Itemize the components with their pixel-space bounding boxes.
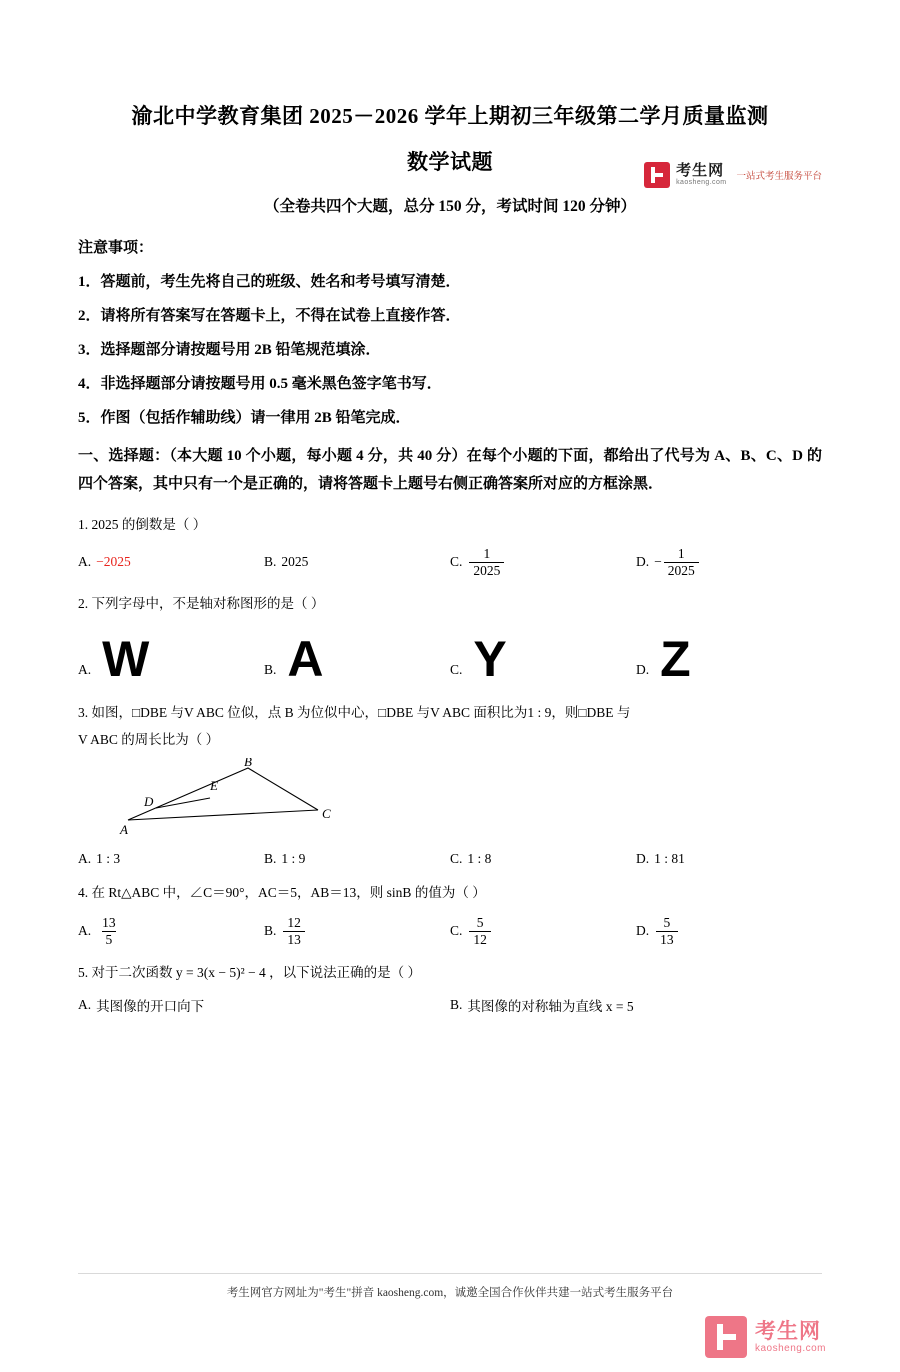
section-heading-choice: 一、选择题：（本大题 10 个小题，每小题 4 分，共 40 分）在每个小题的下面，都给出了代号为 A、B、C、D 的四个答案，其中只有一个是正确的，请将答题卡上题号右侧正确答案所对应的方框涂黑．	[78, 448, 822, 492]
fraction-denominator: 13	[656, 931, 678, 948]
option-glyph: A	[287, 631, 324, 688]
logo-url: kaosheng.com	[676, 179, 727, 187]
option-letter: B.	[264, 662, 277, 678]
option-d[interactable]	[636, 631, 822, 688]
option-letter: D.	[636, 554, 650, 570]
exam-paper-page	[0, 100, 900, 1372]
fraction-numerator: 5	[476, 915, 484, 931]
notice-item: 4．非选择题部分请按题号用 0.5 毫米黑色签字笔书写．	[78, 376, 442, 392]
fraction	[283, 915, 305, 947]
notice-heading: 注意事项：	[78, 240, 154, 256]
fraction	[664, 546, 699, 578]
question-1-stem: 1. 2025 的倒数是（ ）	[78, 516, 207, 532]
svg-text:B: B	[244, 758, 252, 770]
option-letter: D.	[636, 851, 650, 867]
question-2-stem: 2. 下列字母中，不是轴对称图形的是（ ）	[78, 596, 325, 612]
option-letter: B.	[264, 554, 277, 570]
option-letter: A.	[78, 554, 92, 570]
notice-item: 2．请将所有答案写在答题卡上，不得在试卷上直接作答．	[78, 308, 461, 324]
option-text: −2025	[96, 554, 131, 570]
option-letter: C.	[450, 554, 463, 570]
option-glyph: Y	[473, 631, 507, 688]
watermark-text-block	[755, 1320, 826, 1354]
notice-item: 3．选择题部分请按题号用 2B 铅笔规范填涂．	[78, 342, 381, 358]
triangle-diagram	[118, 758, 348, 836]
svg-text:D: D	[144, 794, 154, 810]
option-letter: A.	[78, 923, 92, 939]
option-text: 1 : 8	[467, 851, 492, 867]
option-letter: B.	[264, 851, 277, 867]
logo-text-block	[676, 163, 726, 186]
option-letter: C.	[450, 851, 463, 867]
option-glyph: Z	[660, 631, 691, 688]
option-c[interactable]	[450, 851, 636, 867]
option-glyph: W	[102, 631, 150, 688]
logo-name: 考生网	[676, 162, 725, 180]
question-3-stem-line1: 3. 如图，□DBE 与V ABC 位似，点 B 为位似中心，□DBE 与V ABC 面积比为1 : 9，则□DBE 与	[78, 705, 631, 721]
kaosheng-logo	[644, 162, 822, 188]
footer-divider	[78, 1273, 822, 1274]
watermark-url: kaosheng.com	[754, 1343, 826, 1355]
question-5-options	[78, 995, 822, 1015]
option-letter: B.	[264, 923, 277, 939]
question-5-stem: 5. 对于二次函数 y = 3(x − 5)² − 4 ，以下说法正确的是（ ）	[78, 965, 422, 981]
fraction-denominator: 2025	[469, 562, 504, 579]
option-a[interactable]	[78, 546, 264, 578]
fraction-numerator: 1	[677, 546, 685, 562]
option-c[interactable]	[450, 631, 636, 688]
fraction	[469, 915, 491, 947]
svg-text:A: A	[120, 822, 128, 837]
footer-note: 考生网官方网址为"考生"拼音 kaosheng.com，诚邀全国合作伙伴共建一站式考生服务平台	[226, 1287, 674, 1299]
option-letter: D.	[636, 923, 650, 939]
option-letter: C.	[450, 923, 463, 939]
page-subject-title: 数学试题	[407, 150, 493, 174]
fraction	[656, 915, 678, 947]
question-4-stem: 4. 在 Rt△ABC 中，∠C＝90°，AC＝5，AB＝13，则 sinB 的值为（ ）	[78, 885, 486, 901]
option-a[interactable]	[78, 915, 264, 947]
option-letter: C.	[450, 662, 463, 678]
svg-text:C: C	[322, 806, 331, 822]
option-a[interactable]	[78, 631, 264, 688]
question-3-figure	[118, 758, 822, 841]
option-d[interactable]	[636, 915, 822, 947]
fraction-numerator: 12	[287, 915, 301, 931]
notice-item: 5．作图（包括作辅助线）请一律用 2B 铅笔完成．	[78, 410, 411, 426]
fraction	[98, 915, 120, 947]
option-b[interactable]	[264, 631, 450, 688]
minus-sign: −	[654, 554, 662, 570]
option-text: 2025	[281, 554, 309, 570]
option-a[interactable]	[78, 851, 264, 867]
notice-item: 1．答题前，考生先将自己的班级、姓名和考号填写清楚．	[78, 274, 461, 290]
watermark-mark-icon	[705, 1316, 747, 1358]
option-b[interactable]	[264, 546, 450, 578]
option-text: 1 : 9	[281, 851, 306, 867]
option-d[interactable]	[636, 546, 822, 578]
option-text: 1 : 81	[654, 851, 685, 867]
question-2-options	[78, 622, 822, 688]
fraction-numerator: 1	[483, 546, 491, 562]
option-c[interactable]	[450, 546, 636, 578]
fraction-denominator: 12	[469, 931, 491, 948]
fraction	[469, 546, 504, 578]
option-letter: A.	[78, 997, 92, 1013]
footer-watermark	[705, 1316, 826, 1358]
fraction-denominator: 5	[102, 931, 117, 948]
option-b[interactable]	[450, 995, 822, 1015]
option-text: 1 : 3	[96, 851, 121, 867]
question-4-options	[78, 915, 822, 947]
option-d[interactable]	[636, 851, 822, 867]
option-text: 其图像的对称轴为直线 x = 5	[467, 999, 634, 1015]
option-b[interactable]	[264, 915, 450, 947]
option-letter: D.	[636, 662, 650, 678]
logo-mark-icon	[644, 162, 670, 188]
option-a[interactable]	[78, 995, 450, 1015]
question-3-options	[78, 851, 822, 867]
exam-info: （全卷共四个大题，总分 150 分，考试时间 120 分钟）	[263, 198, 636, 215]
option-text: 其图像的开口向下	[96, 999, 205, 1015]
question-3-stem-line2: V ABC 的周长比为（ ）	[78, 732, 220, 748]
option-letter: A.	[78, 851, 92, 867]
fraction-denominator: 2025	[664, 562, 699, 579]
fraction-numerator: 13	[102, 915, 116, 931]
fraction-denominator: 13	[283, 931, 305, 948]
question-1-options	[78, 546, 822, 578]
fraction-numerator: 5	[663, 915, 671, 931]
option-letter: A.	[78, 662, 92, 678]
watermark-name: 考生网	[754, 1319, 821, 1343]
option-b[interactable]	[264, 851, 450, 867]
logo-slogan: 一站式考生服务平台	[736, 171, 822, 182]
option-c[interactable]	[450, 915, 636, 947]
option-letter: B.	[450, 997, 463, 1013]
page-title: 渝北中学教育集团 2025－2026 学年上期初三年级第二学月质量监测	[131, 104, 769, 128]
svg-text:E: E	[210, 778, 218, 794]
